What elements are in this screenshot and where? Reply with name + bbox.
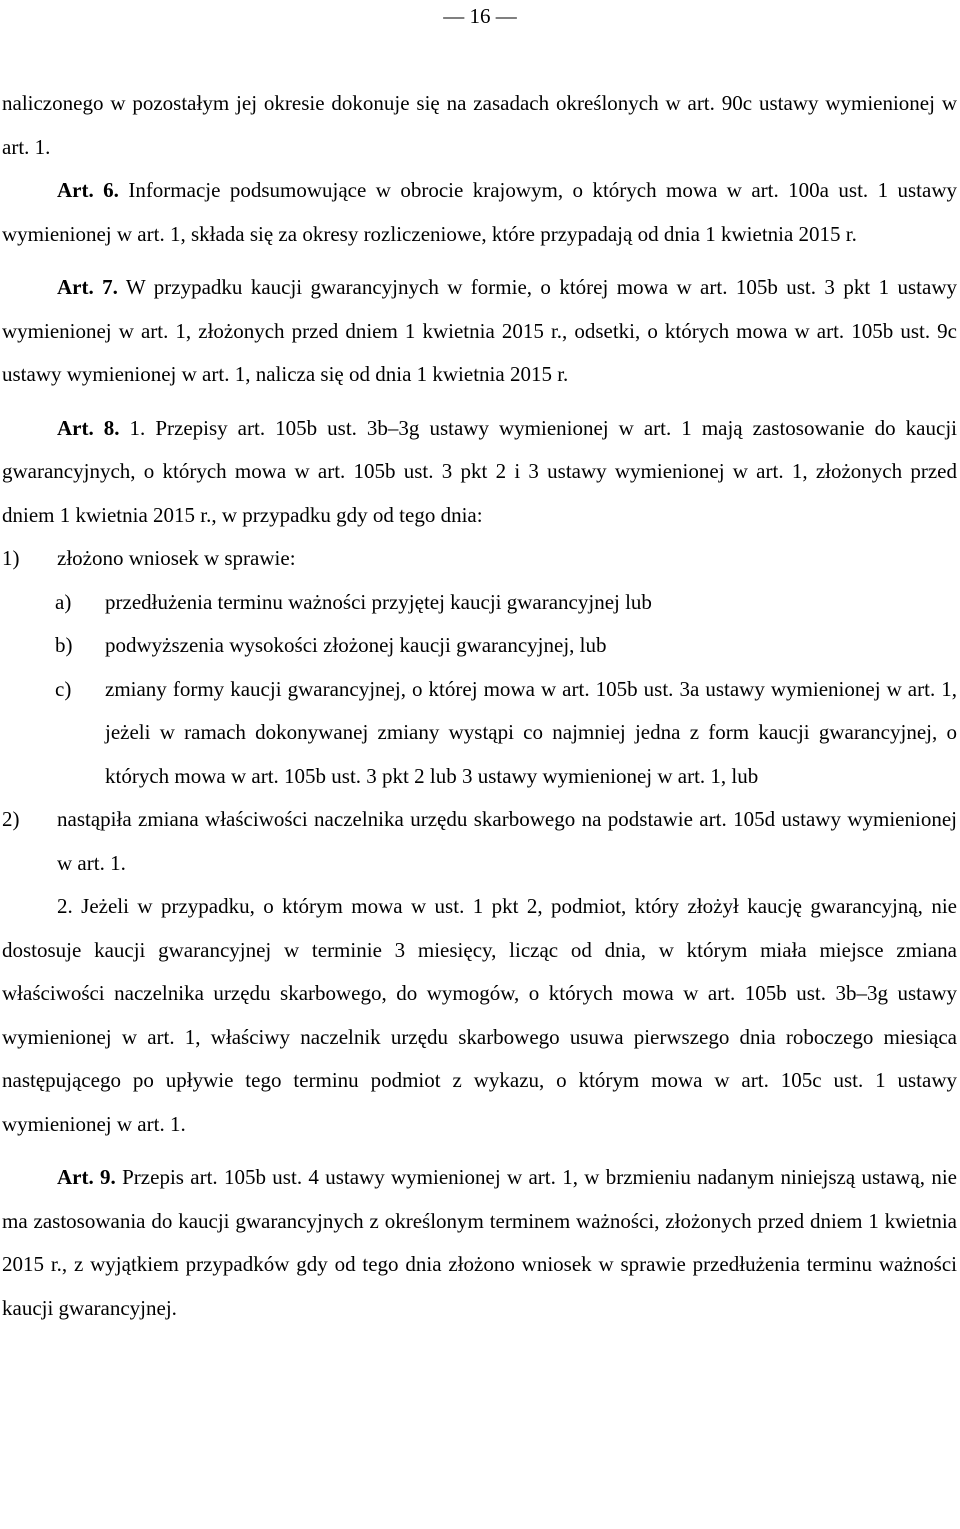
article-7 <box>2 266 957 397</box>
point-2 <box>2 798 957 885</box>
page-number: — 16 — <box>443 4 517 28</box>
point-1-label: 1) <box>2 546 20 570</box>
article-6 <box>2 169 957 256</box>
article-7-text: W przypadku kaucji gwarancyjnych w formie, o której mowa w art. 105b ust. 3 pkt 1 ustawy wymienionej w art. 1, złożonych przed dniem 1 kwietnia 2015 r., odsetki, o których mowa w art. 105b ust. 9c ustawy wymienionej w art. 1, nalicza się od dnia 1 kwietnia 2015 r. <box>2 275 957 386</box>
letter-b <box>2 624 957 668</box>
article-6-label: Art. 6. <box>57 178 119 202</box>
article-8-text: 1. Przepisy art. 105b ust. 3b–3g ustawy wymienionej w art. 1 mają zastosowanie do kaucji gwarancyjnych, o których mowa w art. 105b ust. 3 pkt 2 i 3 ustawy wymienionej w art. 1, złożonych przed dniem 1 kwietnia 2015 r., w przypadku gdy od tego dnia: <box>2 415 957 527</box>
article-9-text: Przepis art. 105b ust. 4 ustawy wymienionej w art. 1, w brzmieniu nadanym niniejszą ustawą, nie ma zastosowania do kaucji gwarancyjnych z określonym terminem ważności, złożonych przed dniem 1 kwietnia 2015 r., z wyjątkiem przypadków gdy od tego dnia złożono wniosek w sprawie przedłużenia terminu ważności kaucji gwarancyjnej. <box>2 1165 957 1320</box>
document-body <box>2 82 957 1330</box>
letter-c-text: zmiany formy kaucji gwarancyjnej, o której mowa w art. 105b ust. 3a ustawy wymienionej w art. 1, jeżeli w ramach dokonywanej zmiany wystąpi co najmniej jedna z form kaucji gwarancyjnej, o których mowa w art. 105b ust. 3 pkt 2 lub 3 ustawy wymienionej w art. 1, lub <box>105 676 957 788</box>
article-8-section-2: 2. Jeżeli w przypadku, o którym mowa w ust. 1 pkt 2, podmiot, który złożył kaucję gwarancyjną, nie dostosuje kaucji gwarancyjnej w terminie 3 miesięcy, licząc od dnia, w którym miała miejsce zmiana właściwości naczelnika urzędu skarbowego, do wymogów, o których mowa w art. 105b ust. 3b–3g ustawy wymienionej w art. 1, właściwy naczelnik urzędu skarbowego usuwa pierwszego dnia roboczego miesiąca następującego po upływie tego terminu podmiot z wykazu, o którym mowa w art. 105c ust. 1 ustawy wymienionej w art. 1. <box>2 894 957 1136</box>
article-9 <box>2 1156 957 1330</box>
article-8-label: Art. 8. <box>57 415 120 440</box>
paragraph-continuation: naliczonego w pozostałym jej okresie dokonuje się na zasadach określonych w art. 90c ustawy wymienionej w art. 1. <box>2 91 957 159</box>
letter-b-text: podwyższenia wysokości złożonej kaucji gwarancyjnej, lub <box>105 633 607 657</box>
article-8 <box>2 407 957 538</box>
letter-a <box>2 581 957 625</box>
letter-a-label: a) <box>55 589 72 614</box>
article-7-label: Art. 7. <box>57 275 118 299</box>
point-2-label: 2) <box>2 807 20 831</box>
point-2-text: nastąpiła zmiana właściwości naczelnika urzędu skarbowego na podstawie art. 105d ustawy wymienionej w art. 1. <box>57 807 957 875</box>
letter-c <box>2 668 957 799</box>
article-9-label: Art. 9. <box>57 1165 116 1189</box>
letter-b-label: b) <box>55 633 73 657</box>
letter-c-label: c) <box>55 676 72 701</box>
point-1 <box>2 537 957 581</box>
letter-a-text: przedłużenia terminu ważności przyjętej kaucji gwarancyjnej lub <box>105 589 652 614</box>
point-1-text: złożono wniosek w sprawie: <box>57 546 296 570</box>
article-6-text: Informacje podsumowujące w obrocie krajowym, o których mowa w art. 100a ust. 1 ustawy wymienionej w art. 1, składa się za okresy rozliczeniowe, które przypadają od dnia 1 kwietnia 2015 r. <box>2 178 958 246</box>
